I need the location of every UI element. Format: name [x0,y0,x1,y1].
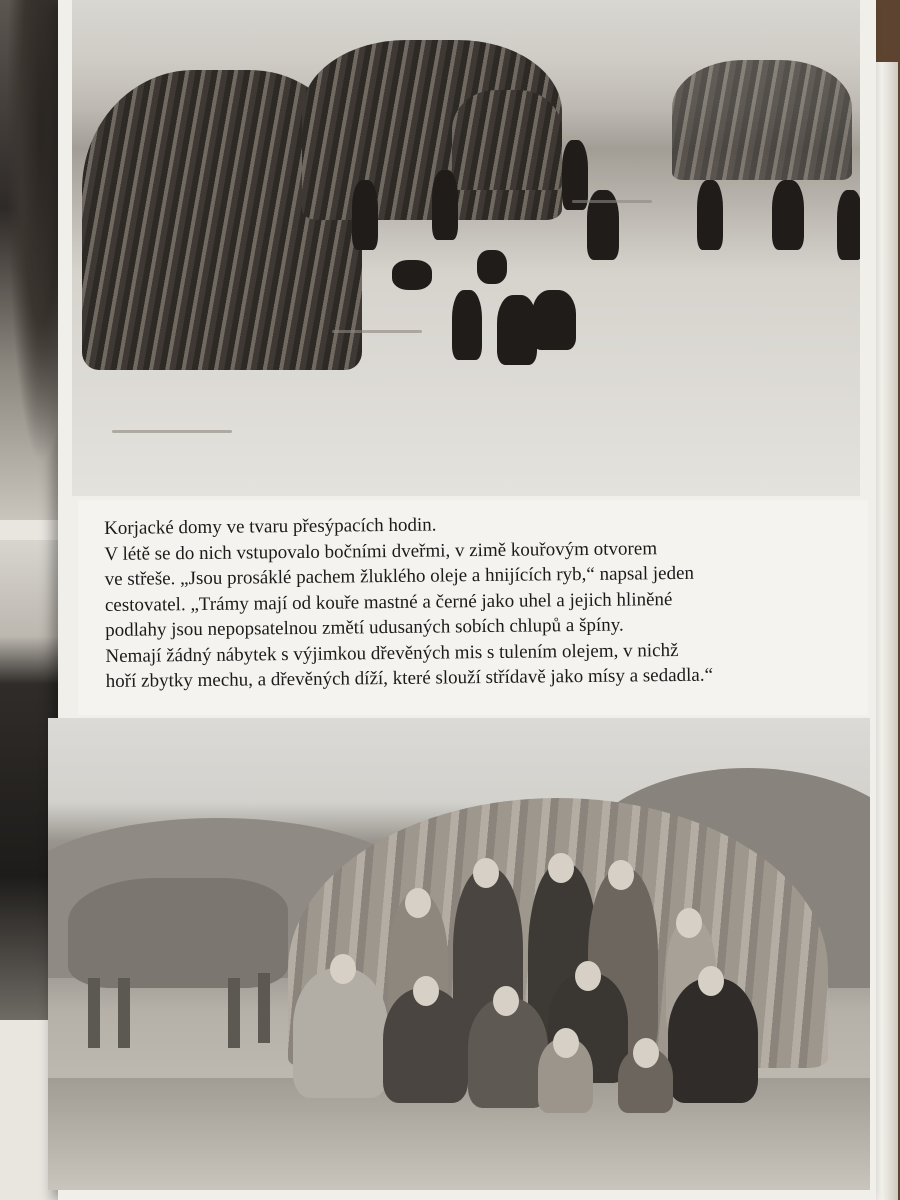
person [352,180,378,250]
face [633,1038,659,1068]
face [413,976,439,1006]
face [405,888,431,918]
child [452,290,482,360]
log-hut [452,90,562,190]
face [575,961,601,991]
dog [477,250,507,284]
photo-caption [104,508,866,694]
snow-mark [572,200,652,203]
sled [332,330,422,333]
face [608,860,634,890]
horse-leg [228,978,240,1048]
person [837,190,860,260]
horse-leg [258,973,270,1043]
face [473,858,499,888]
dog [392,260,432,290]
caption-line: ve střeše. „Jsou prosáklé pachem žluklého oleje a hnijících ryb,“ napsal jeden [104,562,695,590]
log-hut [672,60,852,180]
horse-leg [88,978,100,1048]
caption-line: Nemají žádný nábytek s výjimkou dřevěných mis s tulením olejem, v nichž [105,639,679,667]
snow-mark [112,430,232,433]
horse [68,878,288,988]
person [432,170,458,240]
caption-line: V létě se do nich vstupovalo bočními dveřmi, v zimě kouřovým otvorem [104,537,658,565]
horse-leg [118,978,130,1048]
face [676,908,702,938]
caption-line: cestovatel. „Trámy mají od kouře mastné a černé jako uhel a jejich hliněné [104,588,673,616]
koryak-houses-photo [72,0,860,496]
face [548,853,574,883]
child [532,290,576,350]
face [553,1028,579,1058]
face [330,954,356,984]
yurt-family-photo [48,718,870,1190]
person [697,180,723,250]
seated-person [668,978,758,1103]
child [497,295,537,365]
caption-line: Korjacké domy ve tvaru přesýpacích hodin. [104,514,437,539]
caption-line: podlahy jsou nepopsatelnou změtí udusaných sobích chlupů a špíny. [105,614,624,641]
person [772,180,804,250]
seated-person [293,968,388,1098]
face [698,966,724,996]
caption-line: hoří zbytky mechu, a dřevěných díží, které slouží střídavě jako mísy a sedadla.“ [105,664,714,692]
face [493,986,519,1016]
